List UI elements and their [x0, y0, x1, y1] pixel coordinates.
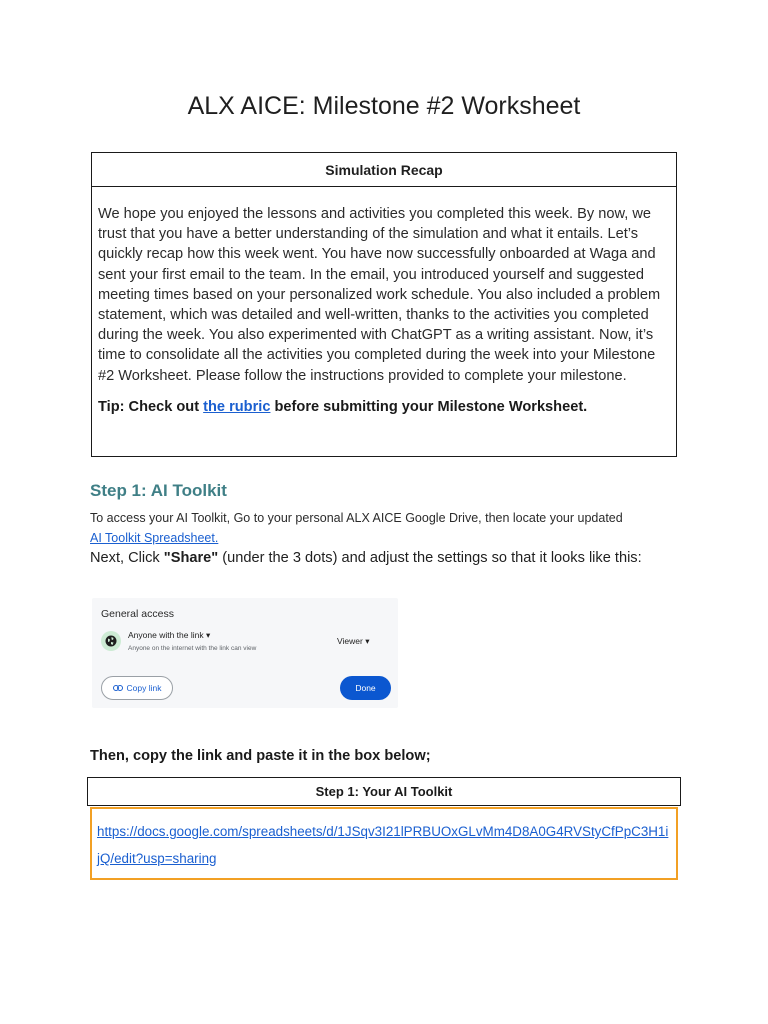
- tip-prefix: Tip: Check out: [98, 398, 204, 415]
- next-prefix: Next, Click: [90, 550, 164, 566]
- ai-toolkit-spreadsheet-link[interactable]: AI Toolkit Spreadsheet.: [90, 531, 219, 545]
- access-scope-label: Anyone with the link: [128, 630, 204, 640]
- recap-tip: [92, 399, 676, 415]
- caret-down-icon: ▾: [205, 630, 211, 640]
- tip-suffix: before submitting your Milestone Worksheet.: [270, 398, 588, 415]
- share-settings-screenshot: [92, 598, 398, 708]
- caret-down-icon: ▾: [365, 636, 370, 646]
- rubric-link[interactable]: the rubric: [203, 398, 271, 415]
- access-scope-select[interactable]: [128, 630, 210, 641]
- globe-icon: [101, 631, 121, 651]
- page-title: ALX AICE: Milestone #2 Worksheet: [187, 92, 581, 120]
- recap-body: We hope you enjoyed the lessons and activities you completed this week. By now, we trust that you have a better understanding of the simulation and what it entails. Let’s quickly recap how this week went. You have now successfully onboarded at Waga and sent your first email to the team. In the email, you introduced yourself and suggested meeting times based on your personalized work schedule. You also included a problem statement, which was detailed and well-written, thanks to the activities you completed during the week. You also experimented with ChatGPT as a writing assistant. Now, it’s time to consolidate all the activities you completed during the week into your Milestone #2 Worksheet. Please follow the instructions provided to complete your milestone.: [98, 206, 661, 384]
- ai-toolkit-answer-box[interactable]: [90, 807, 678, 880]
- general-access-label: General access: [101, 608, 174, 620]
- ai-toolkit-box-header: Step 1: Your AI Toolkit: [87, 777, 681, 806]
- paste-instructions: Then, copy the link and paste it in the box below;: [90, 748, 431, 764]
- share-keyword: "Share": [163, 550, 219, 566]
- share-instructions: [90, 547, 680, 569]
- access-text: To access your AI Toolkit, Go to your personal ALX AICE Google Drive, then locate your updated: [90, 511, 623, 525]
- role-label: Viewer: [337, 636, 363, 646]
- access-instructions: [90, 508, 690, 548]
- link-icon: [113, 683, 123, 693]
- ai-toolkit-url-link[interactable]: https://docs.google.com/spreadsheets/d/1JSqv3I21lPRBUOxGLvMm4D8A0G4RVStyCfPpC3H1ijQ/edit?usp=sharing: [97, 824, 669, 866]
- step1-title: Step 1: AI Toolkit: [90, 481, 227, 500]
- recap-header: Simulation Recap: [92, 153, 676, 187]
- access-scope-description: Anyone on the internet with the link can view: [128, 645, 257, 652]
- simulation-recap-table: [91, 152, 677, 457]
- copy-link-button[interactable]: [101, 676, 173, 700]
- done-button[interactable]: Done: [340, 676, 391, 700]
- role-select[interactable]: [337, 636, 369, 647]
- copy-link-label: Copy link: [126, 683, 162, 693]
- next-suffix: (under the 3 dots) and adjust the settings so that it looks like this:: [218, 550, 642, 566]
